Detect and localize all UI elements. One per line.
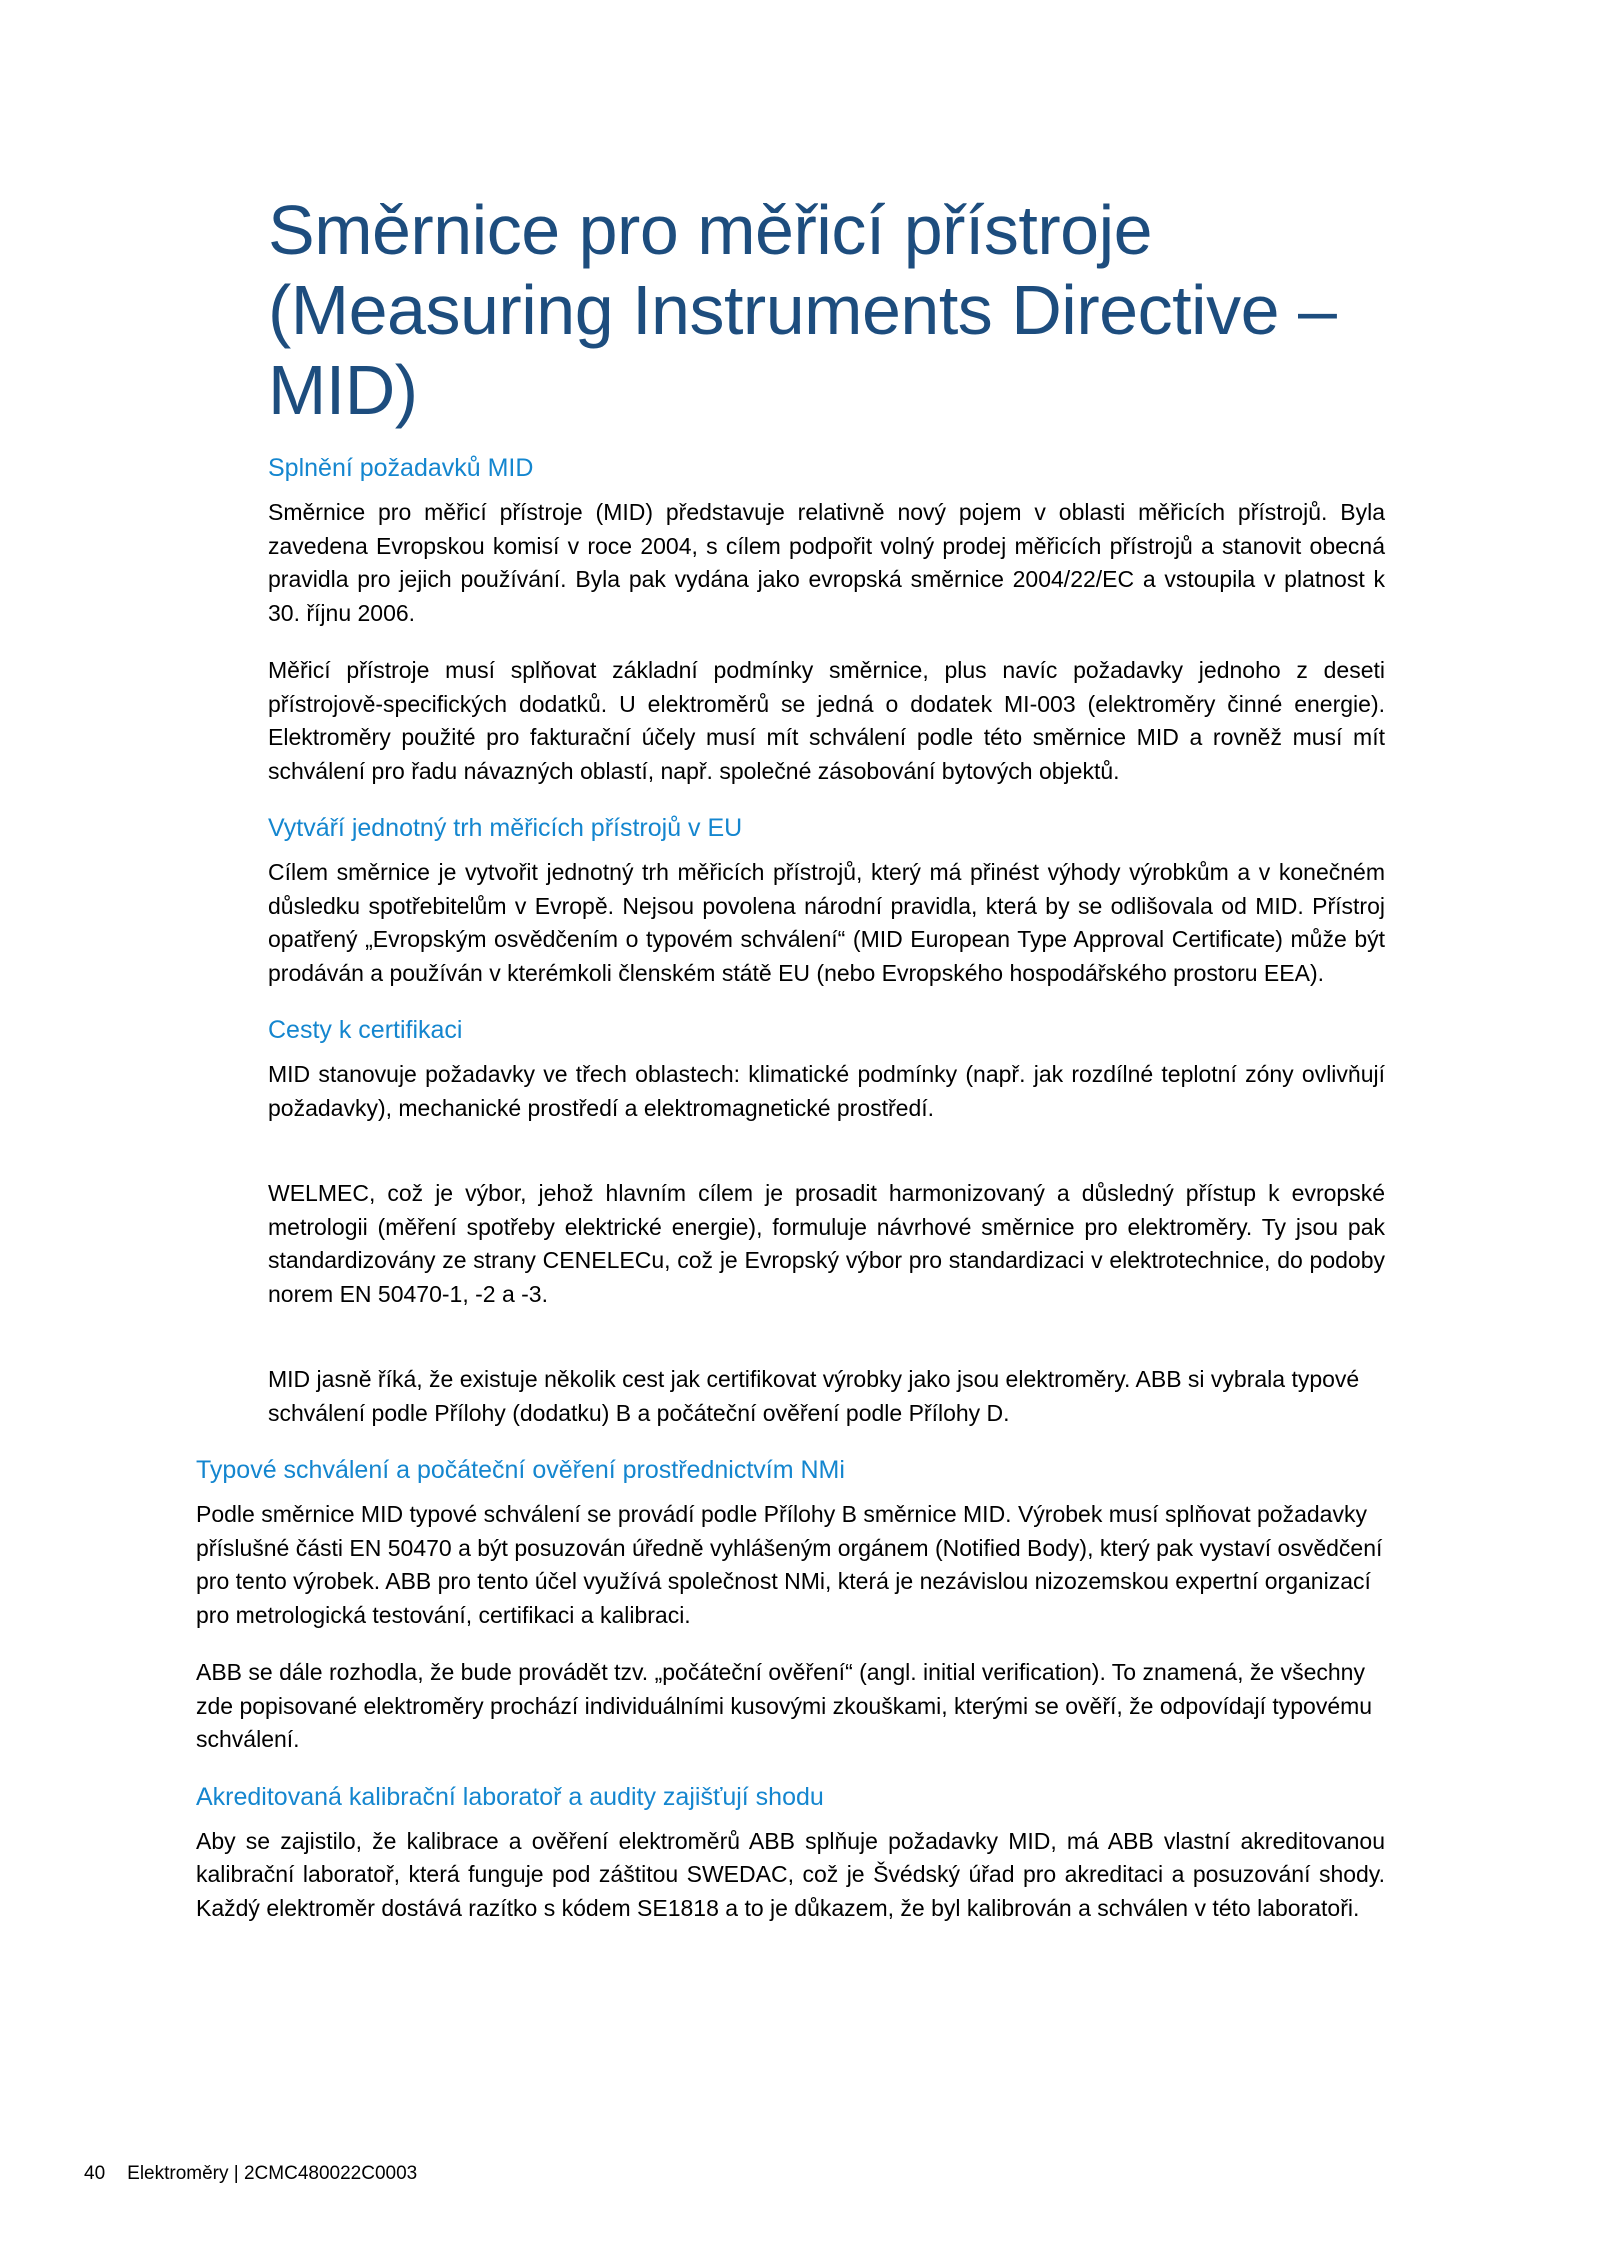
- paragraph-tri-oblasti: MID stanovuje požadavky ve třech oblastech: klimatické podmínky (např. jak rozdílné teplotní zóny ovlivňují požadavky), mechanické prostředí a elektromagnetické prostředí.: [268, 1061, 1385, 1121]
- page-title-line-1: Směrnice pro měřicí přístroje: [268, 191, 1153, 269]
- page-title-line-2: (Measuring Instruments Directive –: [268, 271, 1337, 349]
- paragraph-pocatecni-overeni: ABB se dále rozhodla, že bude provádět tzv. „počáteční ověření“ (angl. initial verification). To znamená, že všechny zde popisované elektroměry prochází individuálními kusovými zkouškami, kterými se ověří, že odpovídají typovému schválení.: [196, 1659, 1373, 1752]
- section-heading-jednotny-trh: Vytváří jednotný trh měřicích přístrojů v EU: [268, 814, 743, 842]
- paragraph-swedac-kalibrace: Aby se zajistilo, že kalibrace a ověření elektroměrů ABB splňuje požadavky MID, má ABB vlastní akreditovanou kalibrační laboratoř, která funguje pod záštitou SWEDAC, což je Švédský úřad pro akreditaci a posuzování shody. Každý elektroměr dostává razítko s kódem SE1818 a to je důkazem, že byl kalibrován a schválen v této laboratoři.: [196, 1827, 1385, 1921]
- footer-document-label: Elektroměry | 2CMC480022C0003: [127, 2163, 418, 2184]
- paragraph-welmec: WELMEC, což je výbor, jehož hlavním cílem je prosadit harmonizovaný a důsledný přístup k evropské metrologii (měření spotřeby elektrické energie), formuluje návrhové směrnice pro elektroměry. Ty jsou pak standardizovány ze strany CENELECu, což je Evropský výbor pro standardizaci v elektrotechnice, do podoby norem EN 50470-1, -2 a -3.: [268, 1180, 1385, 1307]
- page-title-line-3: MID): [268, 351, 418, 429]
- paragraph-mid-intro: Směrnice pro měřicí přístroje (MID) představuje relativně nový pojem v oblasti měřicích přístrojů. Byla zavedena Evropskou komisí v roce 2004, s cílem podpořit volný prodej měřicích přístrojů a stanovit obecná pravidla pro jejich používání. Byla pak vydána jako evropská směrnice 2004/22/EC a vstoupila v platnost k 30. říjnu 2006.: [268, 499, 1385, 626]
- paragraph-priloha-b-nmi: Podle směrnice MID typové schválení se provádí podle Přílohy B směrnice MID. Výrobek musí splňovat požadavky příslušné části EN 50470 a být posuzován úředně vyhlášeným orgánem (Notified Body), který pak vystaví osvědčení pro tento výrobek. ABB pro tento účel využívá společnost NMi, která je nezávislou nizozemskou expertní organizací pro metrologická testování, certifikaci a kalibraci.: [196, 1501, 1383, 1628]
- section-heading-typove-schvaleni-nmi: Typové schválení a počáteční ověření prostřednictvím NMi: [196, 1456, 845, 1484]
- section-heading-cesty-k-certifikaci: Cesty k certifikaci: [268, 1016, 463, 1044]
- section-heading-akreditovana-laborator: Akreditovaná kalibrační laboratoř a audity zajišťují shodu: [196, 1782, 824, 1811]
- section-heading-splneni-pozadavku-mid: Splnění požadavků MID: [268, 454, 534, 482]
- paragraph-mid-podminky: Měřicí přístroje musí splňovat základní podmínky směrnice, plus navíc požadavky jednoho z deseti přístrojově-specifických dodatků. U elektroměrů se jedná o dodatek MI-003 (elektroměry činné energie). Elektroměry použité pro fakturační účely musí mít schválení podle této směrnice MID a rovněž musí mít schválení pro řadu návazných oblastí, např. společné zásobování bytových objektů.: [268, 657, 1385, 784]
- footer-page-number: 40: [84, 2163, 106, 2184]
- paragraph-jednotny-trh: Cílem směrnice je vytvořit jednotný trh měřicích přístrojů, který má přinést výhody výrobkům a v konečném důsledku spotřebitelům v Evropě. Nejsou povolena národní pravidla, která by se odlišovala od MID. Přístroj opatřený „Evropským osvědčením o typovém schválení“ (MID European Type Approval Certificate) může být prodáván a používán v kterémkoli členském státě EU (nebo Evropského hospodářského prostoru EEA).: [268, 859, 1385, 986]
- page-title: [268, 190, 1385, 430]
- page-footer: [84, 2163, 417, 2185]
- paragraph-cesty-certifikace: MID jasně říká, že existuje několik cest jak certifikovat výrobky jako jsou elektroměry. ABB si vybrala typové schválení podle Přílohy (dodatku) B a počáteční ověření podle Přílohy D.: [268, 1366, 1360, 1426]
